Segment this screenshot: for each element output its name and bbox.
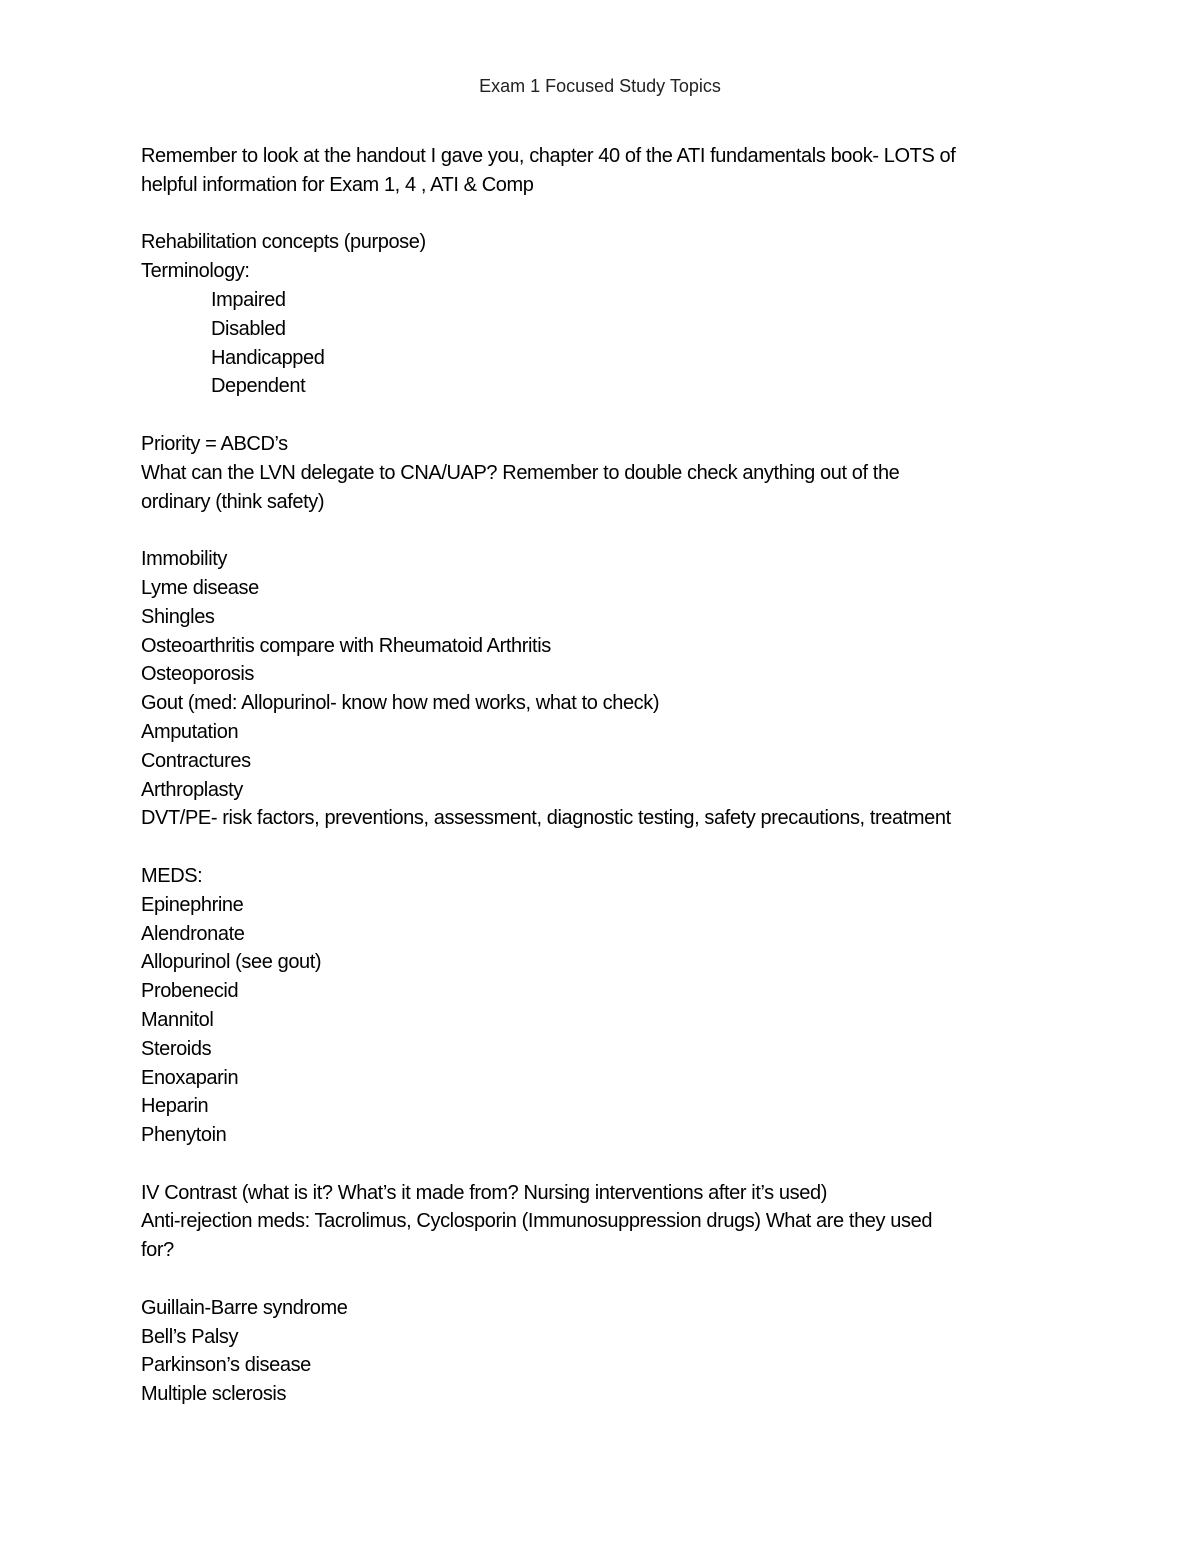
med-item: Alendronate (141, 922, 245, 945)
condition-item: Lyme disease (141, 576, 259, 599)
contrast-line: IV Contrast (what is it? What’s it made from? Nursing interventions after it’s used) (141, 1181, 827, 1204)
neuro-item: Multiple sclerosis (141, 1383, 287, 1406)
blank-line (141, 1265, 1061, 1294)
med-item: Phenytoin (141, 1124, 227, 1147)
term-item: Handicapped (211, 346, 325, 369)
condition-item: Immobility (141, 548, 228, 571)
intro-line-2: helpful information for Exam 1, 4 , ATI & Comp (141, 173, 534, 196)
rehab-concepts: Rehabilitation concepts (purpose) (141, 231, 426, 254)
blank-line (141, 833, 1061, 862)
document-title: Exam 1 Focused Study Topics (479, 76, 721, 96)
document-body (141, 142, 1061, 1409)
priority-line: Priority = ABCD’s (141, 432, 288, 455)
med-item: Allopurinol (see gout) (141, 951, 322, 974)
term-item: Dependent (211, 375, 306, 398)
antirejection-line-2: for? (141, 1239, 174, 1262)
blank-line (141, 1150, 1061, 1179)
condition-item: Gout (med: Allopurinol- know how med works, what to check) (141, 692, 660, 715)
blank-line (141, 200, 1061, 229)
med-item: Enoxaparin (141, 1066, 239, 1089)
neuro-item: Bell’s Palsy (141, 1325, 239, 1348)
med-item: Mannitol (141, 1008, 214, 1031)
meds-label: MEDS: (141, 864, 203, 887)
neuro-item: Parkinson’s disease (141, 1354, 311, 1377)
intro-line-1: Remember to look at the handout I gave you, chapter 40 of the ATI fundamentals book- LOTS of (141, 145, 956, 167)
antirejection-line-1: Anti-rejection meds: Tacrolimus, Cyclosporin (Immunosuppression drugs) What are they used (141, 1210, 933, 1233)
med-item: Steroids (141, 1037, 212, 1060)
condition-item: DVT/PE- risk factors, preventions, assessment, diagnostic testing, safety precautions, treatment (141, 807, 951, 830)
delegate-line-1: What can the LVN delegate to CNA/UAP? Remember to double check anything out of the (141, 461, 900, 484)
terminology-label: Terminology: (141, 260, 250, 283)
term-item: Disabled (211, 317, 286, 340)
blank-line (141, 401, 1061, 430)
neuro-item: Guillain-Barre syndrome (141, 1296, 348, 1319)
condition-item: Arthroplasty (141, 778, 243, 801)
delegate-line-2: ordinary (think safety) (141, 490, 325, 513)
condition-item: Osteoarthritis compare with Rheumatoid Arthritis (141, 634, 551, 657)
condition-item: Osteoporosis (141, 663, 255, 686)
blank-line (141, 516, 1061, 545)
med-item: Probenecid (141, 980, 239, 1003)
med-item: Epinephrine (141, 893, 244, 916)
condition-item: Shingles (141, 605, 215, 628)
term-item: Impaired (211, 288, 286, 311)
condition-item: Amputation (141, 720, 239, 743)
condition-item: Contractures (141, 749, 251, 772)
med-item: Heparin (141, 1095, 209, 1118)
